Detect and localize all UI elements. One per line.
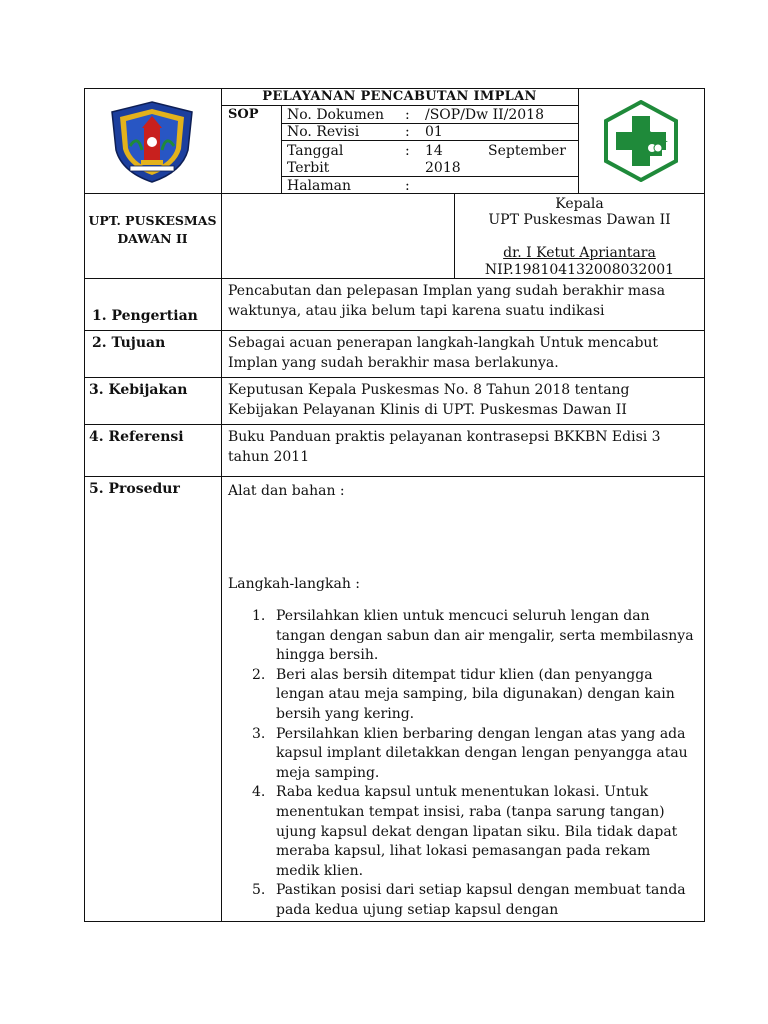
list-item: 3. Persilahkan klien berbaring dengan lengan atas yang ada kapsul implant diletakkan dengan lengan penyangga atau meja samping. [252, 725, 688, 781]
section-text-kebijakan: Keputusan Kepala Puskesmas No. 8 Tahun 2018 tentang Kebijakan Pelayanan Klinis di UPT. Puskesmas Dawan II [228, 382, 630, 418]
sign-unit: UPT Puskesmas Dawan II [488, 212, 671, 228]
document-title: PELAYANAN PENCABUTAN IMPLAN [262, 89, 537, 104]
bakti-husada-logo [602, 100, 680, 182]
field-value-no-revisi: 01 [425, 124, 443, 140]
section-label-tujuan: 2. Tujuan [92, 335, 166, 351]
field-value-tanggal-month: September [488, 143, 566, 159]
section-label-kebijakan: 3. Kebijakan [89, 382, 188, 398]
field-colon-no-revisi: : [405, 124, 410, 140]
sign-name: dr. I Ketut Apriantara [503, 245, 656, 261]
prosedur-steps-list [228, 607, 698, 921]
field-colon-halaman: : [405, 178, 410, 194]
regency-emblem-logo [108, 100, 196, 184]
field-value-terbit: 2018 [425, 160, 461, 176]
list-item: 4. Raba kedua kapsul untuk menentukan lokasi. Untuk menentukan tempat insisi, raba (tanpa sarung tangan) ujung kapsul dekat dengan lipatan siku. Bila tidak dapat meraba kapsul, lihat lokasi pemasangan pada rekam medik klien. [252, 784, 678, 879]
sign-nip: NIP.198104132008032001 [484, 262, 675, 278]
list-item: 1. Persilahkan klien untuk mencuci seluruh lengan dan tangan dengan sabun dan air mengalir, serta membilasnya hingga bersih. [252, 608, 694, 664]
field-label-no-revisi: No. Revisi [287, 124, 360, 140]
field-colon-tanggal: : [405, 143, 410, 159]
list-item: 2. Beri alas bersih ditempat tidur klien (dan penyangga lengan atau meja samping, bila digunakan) dengan kain bersih yang kering. [252, 666, 675, 722]
section-label-pengertian: 1. Pengertian [92, 308, 198, 324]
prosedur-alat-label: Alat dan bahan : [228, 483, 345, 499]
org-name-line2: DAWAN II [117, 231, 188, 246]
field-value-no-dokumen: /SOP/Dw II/2018 [425, 107, 544, 123]
field-value-tanggal-day: 14 [425, 143, 443, 159]
field-label-terbit: Terbit [287, 160, 330, 176]
org-name-line1: UPT. PUSKESMAS [88, 213, 217, 228]
field-colon-no-dokumen: : [405, 107, 410, 123]
sign-role: Kepala [555, 196, 604, 212]
prosedur-langkah-label: Langkah-langkah : [228, 576, 361, 592]
section-text-pengertian: Pencabutan dan pelepasan Implan yang sudah berakhir masa waktunya, atau jika belum tapi karena suatu indikasi [228, 283, 666, 319]
field-label-no-dokumen: No. Dokumen [287, 107, 385, 123]
sop-label: SOP [228, 107, 259, 122]
field-label-halaman: Halaman [287, 178, 352, 194]
section-label-prosedur: 5. Prosedur [89, 481, 180, 497]
list-item: 5. Pastikan posisi dari setiap kapsul dengan membuat tanda pada kedua ujung setiap kapsul dengan [252, 882, 686, 918]
field-label-tanggal: Tanggal [287, 143, 344, 159]
section-label-referensi: 4. Referensi [89, 429, 184, 445]
section-text-referensi: Buku Panduan praktis pelayanan kontrasepsi BKKBN Edisi 3 tahun 2011 [228, 429, 661, 465]
section-text-tujuan: Sebagai acuan penerapan langkah-langkah Untuk mencabut Implan yang sudah berakhir masa berlakunya. [228, 335, 659, 371]
